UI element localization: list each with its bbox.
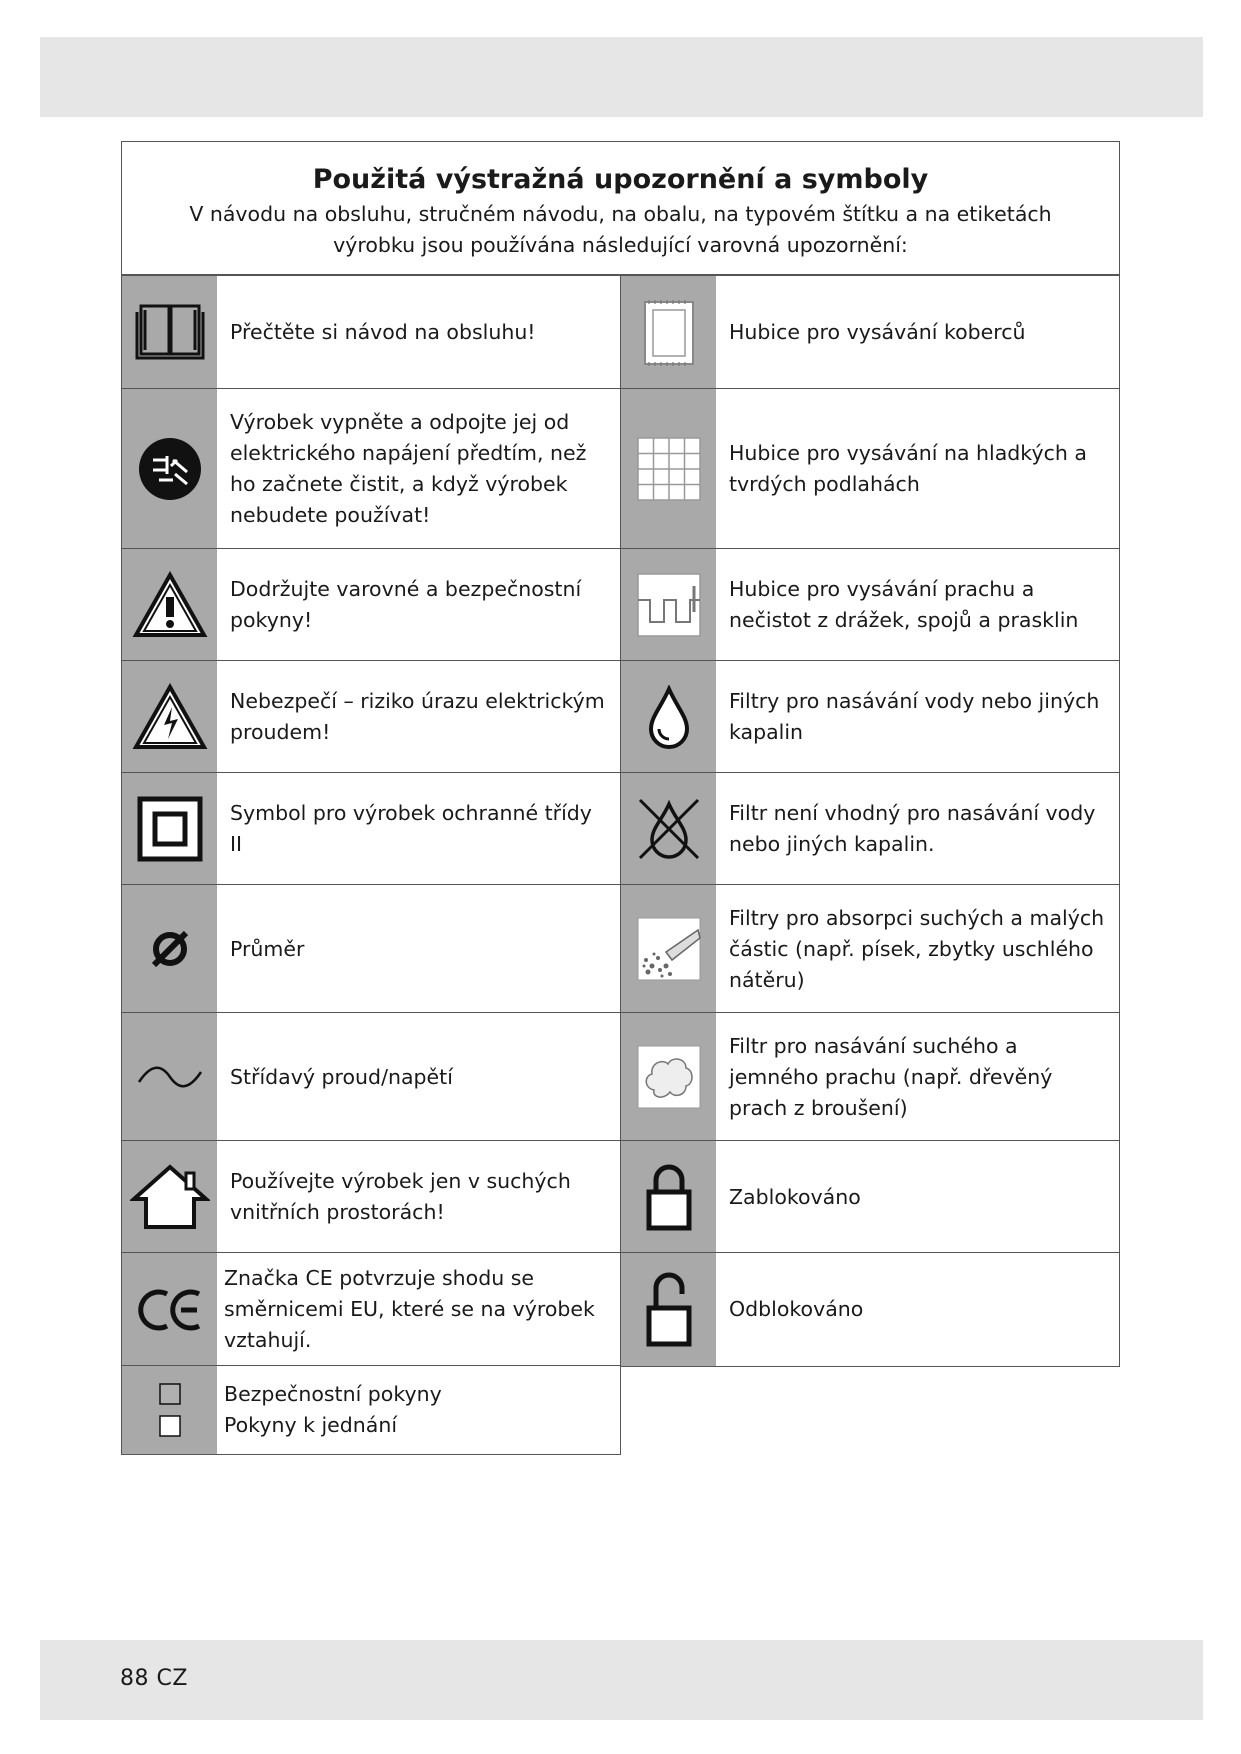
symbol-row-left-7 xyxy=(121,1012,621,1142)
electric-hazard-icon xyxy=(122,661,217,773)
safety-instructions-label: Bezpečnostní pokyny xyxy=(224,1382,442,1406)
symbol-text: Symbol pro výrobek ochranné třídy II xyxy=(230,801,592,856)
warning-icon xyxy=(122,549,217,661)
symbol-row-right-6 xyxy=(620,884,1120,1014)
page-number: 88 CZ xyxy=(120,1666,188,1691)
page-title: Použitá výstražná upozornění a symboly xyxy=(312,164,929,195)
symbol-row-right-7 xyxy=(620,1012,1120,1142)
symbol-row-right-1 xyxy=(620,275,1120,390)
symbol-text: Filtr není vhodný pro nasávání vody nebo jiných kapalin. xyxy=(729,801,1096,856)
unplug-icon xyxy=(122,389,217,549)
carpet-icon xyxy=(621,276,716,389)
book-icon xyxy=(122,276,217,389)
symbol-row-left-2 xyxy=(121,388,621,550)
symbol-row-left-6 xyxy=(121,884,621,1014)
symbol-row-left-3 xyxy=(121,548,621,662)
symbol-text: Přečtěte si návod na obsluhu! xyxy=(230,320,536,344)
unlocked-icon xyxy=(621,1253,716,1366)
symbol-text: Filtr pro nasávání suchého a jemného prachu (např. dřevěný prach z broušení) xyxy=(729,1033,1053,1120)
symbol-text: Nebezpečí – riziko úrazu elektrickým proudem! xyxy=(230,689,605,744)
symbol-row-right-3 xyxy=(620,548,1120,662)
protection-class-ii-icon xyxy=(122,773,217,885)
fine-dust-icon xyxy=(621,1013,716,1141)
dry-particles-icon xyxy=(621,885,716,1013)
alternating-current-icon xyxy=(122,1013,217,1141)
symbol-text: Zablokováno xyxy=(729,1184,861,1209)
symbol-text: Odblokováno xyxy=(729,1297,864,1321)
ce-mark-icon xyxy=(122,1253,217,1366)
symbol-text: Průměr xyxy=(230,936,305,961)
symbol-row-right-5 xyxy=(620,772,1120,886)
locked-icon xyxy=(621,1141,716,1253)
symbol-row-left-5 xyxy=(121,772,621,886)
symbol-text: Hubice pro vysávání koberců xyxy=(729,320,1026,344)
legend-icons xyxy=(122,1366,217,1454)
symbol-text: Hubice pro vysávání na hladkých a tvrdých podlahách xyxy=(729,441,1087,496)
action-box-icon xyxy=(159,1415,181,1437)
symbol-text: Střídavý proud/napětí xyxy=(230,1064,453,1089)
symbol-row-right-8 xyxy=(620,1140,1120,1254)
symbols-header xyxy=(121,141,1120,275)
symbol-text: Výrobek vypněte a odpojte jej od elektrického napájení předtím, než ho začnete čistit, a když výrobek nebudete používat! xyxy=(230,410,587,527)
indoor-house-icon xyxy=(122,1141,217,1253)
symbol-row-left-4 xyxy=(121,660,621,774)
diameter-icon xyxy=(122,885,217,1013)
symbol-row-left-8 xyxy=(121,1140,621,1254)
symbol-row-right-4 xyxy=(620,660,1120,774)
safety-box-icon xyxy=(159,1383,181,1405)
top-band xyxy=(40,37,1203,117)
symbol-row-right-9 xyxy=(620,1252,1120,1367)
symbol-text: Značka CE potvrzuje shodu se směrnicemi EU, které se na výrobek vztahují. xyxy=(224,1266,595,1352)
footer-band xyxy=(40,1640,1203,1720)
symbol-text: Dodržujte varovné a bezpečnostní pokyny! xyxy=(230,577,582,632)
symbol-row-left-9 xyxy=(121,1252,621,1367)
action-instructions-label: Pokyny k jednání xyxy=(224,1413,398,1437)
symbol-text: Filtry pro absorpci suchých a malých částic (např. písek, zbytky uschlého nátěru) xyxy=(729,905,1105,992)
symbol-text: Hubice pro vysávání prachu a nečistot z drážek, spojů a prasklin xyxy=(729,577,1079,632)
symbol-text: Filtry pro nasávání vody nebo jiných kapalin xyxy=(729,689,1100,744)
symbol-text: Používejte výrobek jen v suchých vnitřních prostorách! xyxy=(230,1169,571,1224)
legend-row xyxy=(121,1365,621,1455)
symbol-row-left-1 xyxy=(121,275,621,390)
symbol-row-right-2 xyxy=(620,388,1120,550)
crevice-icon xyxy=(621,549,716,661)
intro-text: V návodu na obsluhu, stručném návodu, na obalu, na typovém štítku a na etiketách výrobku jsou používána následující varovná upozornění: xyxy=(189,202,1052,257)
water-drop-icon xyxy=(621,661,716,773)
no-water-icon xyxy=(621,773,716,885)
hard-floor-icon xyxy=(621,389,716,549)
